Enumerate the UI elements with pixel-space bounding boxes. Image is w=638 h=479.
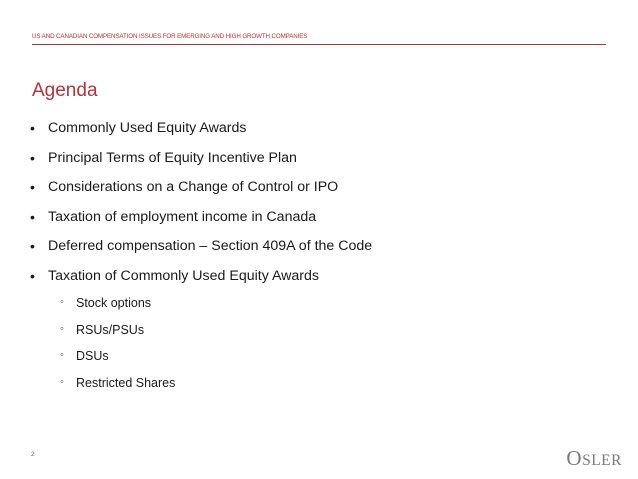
agenda-item-text: Considerations on a Change of Control or IPO [48, 179, 339, 195]
bullet-icon: • [30, 120, 35, 136]
sub-bullet-icon: ◦ [60, 296, 64, 308]
page-number: 2 [31, 451, 35, 458]
osler-logo [566, 446, 622, 471]
bullet-icon: • [30, 179, 35, 195]
agenda-item-text: Taxation of employment income in Canada [48, 208, 317, 225]
agenda-item-text: Taxation of Commonly Used Equity Awards [48, 267, 320, 284]
bullet-icon: • [30, 208, 35, 225]
logo-initial: O [566, 446, 583, 470]
agenda-item-text: Principal Terms of Equity Incentive Plan [48, 149, 297, 166]
header-divider [32, 44, 606, 45]
agenda-item-text: Deferred compensation – Section 409A of the Code [48, 238, 373, 254]
logo-rest: SLER [582, 452, 622, 469]
bullet-icon: • [30, 267, 35, 284]
agenda-subitem-text: Restricted Shares [76, 375, 176, 390]
sub-bullet-icon: ◦ [60, 349, 64, 361]
bullet-icon: • [30, 149, 35, 166]
sub-bullet-icon: ◦ [60, 322, 64, 335]
agenda-subitem-text: RSUs/PSUs [76, 322, 145, 337]
sub-bullet-icon: ◦ [60, 375, 64, 388]
header-title: US AND CANADIAN COMPENSATION ISSUES FOR EMERGING AND HIGH GROWTH COMPANIES [32, 33, 308, 40]
agenda-item-text: Commonly Used Equity Awards [48, 120, 247, 136]
agenda-subitem-text: DSUs [76, 349, 109, 363]
slide-title: Agenda [32, 80, 98, 101]
agenda-subitem-text: Stock options [76, 296, 152, 310]
bullet-icon: • [30, 238, 35, 254]
